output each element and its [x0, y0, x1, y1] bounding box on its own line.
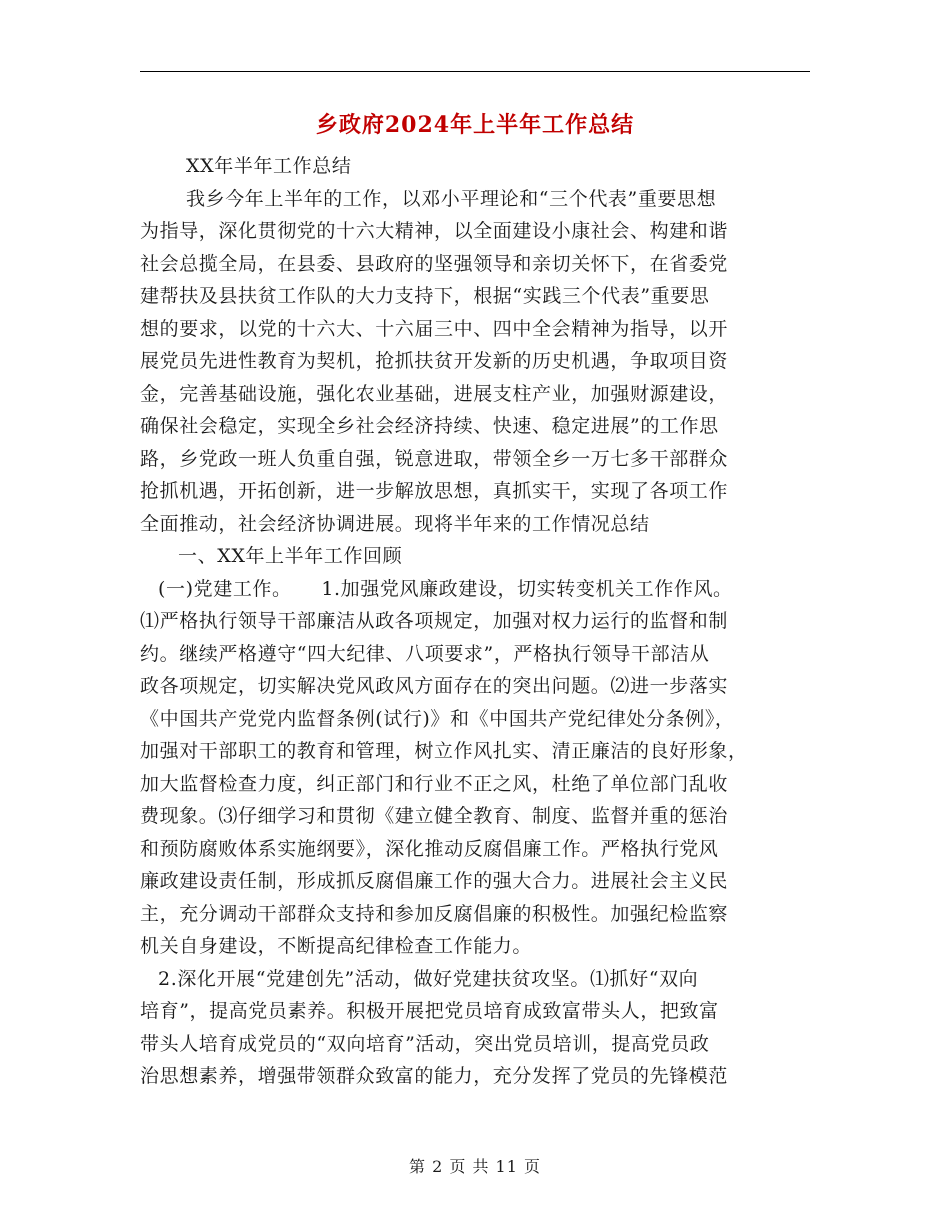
body-line: 金，完善基础设施，强化农业基础，进展支柱产业，加强财源建设，	[140, 382, 729, 405]
section-heading: 一、XX年上半年工作回顾	[178, 545, 403, 567]
body-line: 带头人培育成党员的“双向培育”活动，突出党员培训，提高党员政	[140, 1032, 710, 1055]
body-line: 建帮扶及县扶贫工作队的大力支持下，根据“实践三个代表”重要思	[140, 285, 710, 307]
body-line: 培育”，提高党员素养。积极开展把党员培育成致富带头人，把致富	[140, 1000, 719, 1022]
body-line: 我乡今年上半年的工作，以邓小平理论和“三个代表”重要思想	[186, 187, 717, 210]
body-line: 加大监督检查力度，纠正部门和行业不正之风，杜绝了单位部门乱收	[140, 772, 729, 795]
body-line: 费现象。⑶仔细学习和贯彻《建立健全教育、制度、监督并重的惩治	[140, 805, 729, 827]
body-line: 2.深化开展“党建创先”活动，做好党建扶贫攻坚。⑴抓好“双向	[158, 967, 699, 990]
body-line: ⑴严格执行领导干部廉洁从政各项规定，加强对权力运行的监督和制	[140, 610, 729, 632]
body-line: 约。继续严格遵守“四大纪律、八项要求”，严格执行领导干部洁从	[140, 642, 710, 665]
body-line: 为指导，深化贯彻党的十六大精神，以全面建设小康社会、构建和谐	[140, 220, 729, 242]
body-line: 展党员先进性教育为契机，抢抓扶贫开发新的历史机遇，争取项目资	[140, 350, 729, 372]
document-title: 乡政府2024年上半年工作总结	[315, 112, 635, 138]
body-line: 机关自身建设，不断提高纪律检查工作能力。	[140, 935, 533, 957]
body-line: 廉政建设责任制，形成抓反腐倡廉工作的强大合力。进展社会主义民	[140, 870, 729, 892]
body-line: 抢抓机遇，开拓创新，进一步解放思想，真抓实干，实现了各项工作	[140, 480, 729, 502]
body-line: 想的要求，以党的十六大、十六届三中、四中全会精神为指导，以开	[140, 317, 729, 340]
body-line: 路，乡党政一班人负重自强，锐意进取，带领全乡一万七多干部群众	[140, 447, 729, 470]
body-line: 主，充分调动干部群众支持和参加反腐倡廉的积极性。加强纪检监察	[140, 902, 729, 925]
header-rule	[140, 71, 810, 72]
body-line: 治思想素养，增强带领群众致富的能力，充分发挥了党员的先锋模范	[140, 1065, 729, 1087]
document-body	[140, 150, 810, 1093]
page-footer: 第 2 页 共 11 页	[409, 1157, 541, 1176]
body-line: 《中国共产党党内监督条例(试行)》和《中国共产党纪律处分条例》，	[140, 707, 735, 730]
body-line: 和预防腐败体系实施纲要》，深化推动反腐倡廉工作。严格执行党风	[140, 837, 719, 860]
body-line: 加强对干部职工的教育和管理，树立作风扎实、清正廉洁的良好形象，	[140, 740, 748, 762]
body-line: 全面推动，社会经济协调进展。现将半年来的工作情况总结	[140, 512, 650, 535]
body-line: 社会总揽全局，在县委、县政府的坚强领导和亲切关怀下，在省委党	[140, 252, 729, 275]
body-line: XX年半年工作总结	[186, 155, 352, 177]
subsection-heading: (一)党建工作。 1.加强党风廉政建设，切实转变机关工作作风。	[158, 577, 733, 600]
body-line: 确保社会稳定，实现全乡社会经济持续、快速、稳定进展”的工作思	[140, 415, 719, 437]
body-line: 政各项规定，切实解决党风政风方面存在的突出问题。⑵进一步落实	[140, 675, 729, 697]
